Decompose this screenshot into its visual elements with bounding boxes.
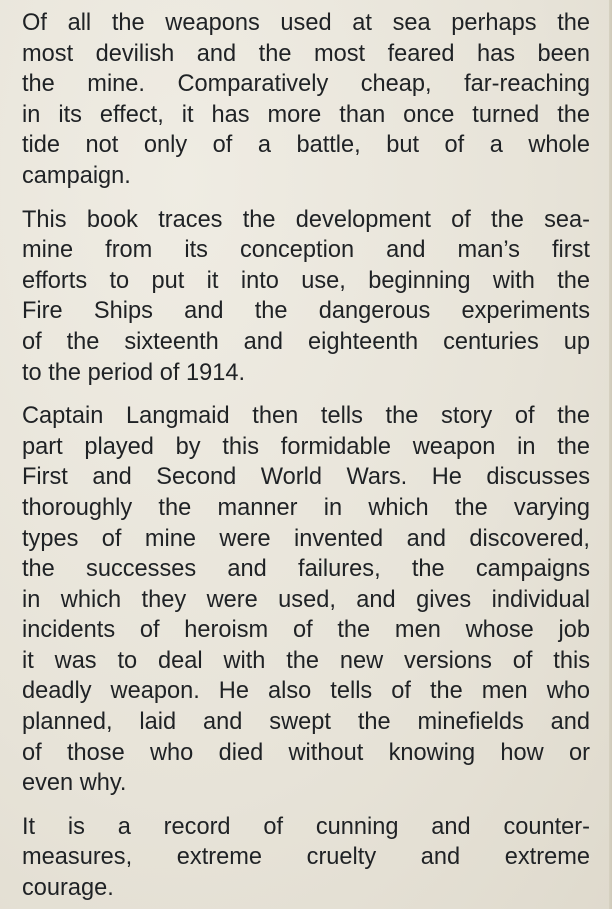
text-line: campaign. <box>22 162 131 189</box>
text-line: it was to deal with the new versions of this <box>22 647 590 674</box>
text-line: Fire Ships and the dangerous experiments <box>22 298 590 325</box>
text-line: Of all the weapons used at sea perhaps the <box>22 10 590 36</box>
text-line: incidents of heroism of the men whose job <box>22 617 590 644</box>
paragraph-conclusion <box>22 812 590 904</box>
text-line: This book traces the development of the sea- <box>22 206 590 233</box>
text-line: in which they were used, and gives individual <box>22 586 590 613</box>
text-line: most devilish and the most feared has been <box>22 40 590 67</box>
text-line: the successes and failures, the campaigns <box>22 556 590 583</box>
text-line: mine from its conception and man’s first <box>22 237 590 264</box>
text-line: tide not only of a battle, but of a whole <box>22 132 590 159</box>
paragraph-development <box>22 205 590 389</box>
text-line: part played by this formidable weapon in the <box>22 433 590 460</box>
text-line: of the sixteenth and eighteenth centuries up <box>22 328 590 355</box>
text-line: types of mine were invented and discovered, <box>22 525 590 552</box>
text-line: in its effect, it has more than once turned the <box>22 101 590 128</box>
text-line: measures, extreme cruelty and extreme <box>22 844 590 871</box>
text-line: even why. <box>22 770 127 797</box>
text-line: to the period of 1914. <box>22 359 246 386</box>
text-line: thoroughly the manner in which the varying <box>22 494 590 521</box>
paragraph-world-wars <box>22 401 590 799</box>
text-line: Captain Langmaid then tells the story of the <box>22 403 590 430</box>
paragraph-intro <box>22 8 590 192</box>
text-line: planned, laid and swept the minefields and <box>22 709 590 736</box>
text-line: efforts to put it into use, beginning with the <box>22 267 590 294</box>
text-line: courage. <box>22 875 114 902</box>
text-line: First and Second World Wars. He discusses <box>22 464 590 491</box>
text-line: the mine. Comparatively cheap, far-reaching <box>22 71 590 98</box>
text-line: It is a record of cunning and counter- <box>22 813 590 840</box>
text-line: deadly weapon. He also tells of the men who <box>22 678 590 705</box>
text-line: of those who died without knowing how or <box>22 739 590 766</box>
